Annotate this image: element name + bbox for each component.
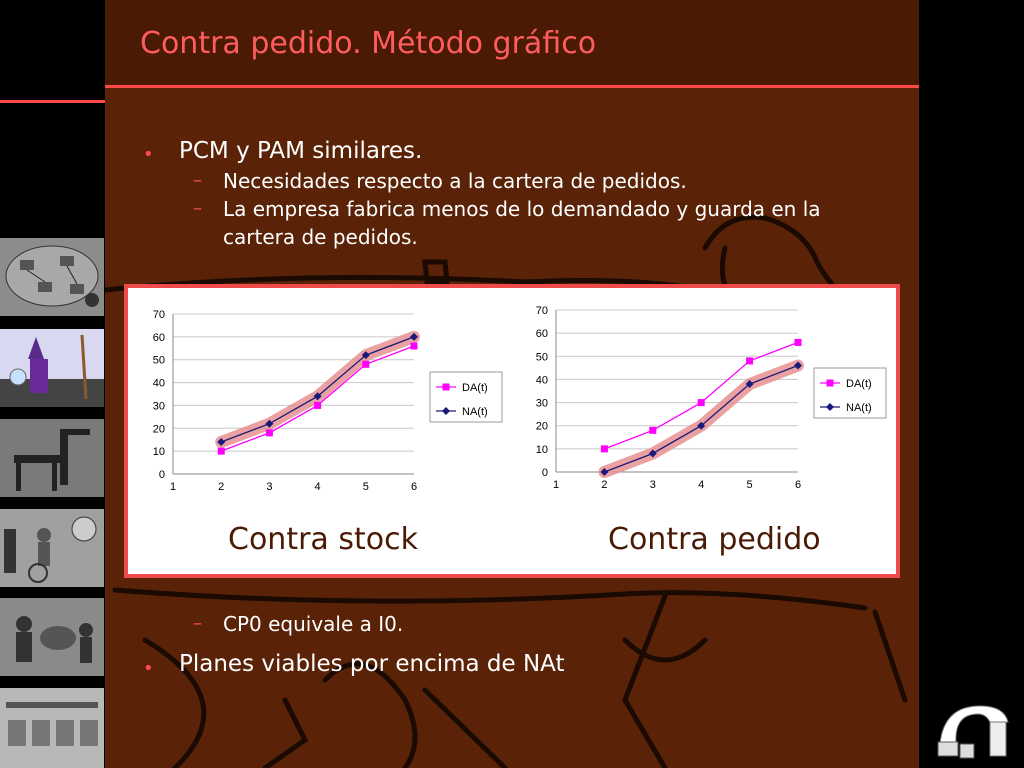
thumbnail-6[interactable] xyxy=(0,688,104,768)
y-tick-label: 70 xyxy=(535,305,548,317)
x-tick-label: 4 xyxy=(314,481,321,493)
x-tick-label: 2 xyxy=(218,481,225,493)
y-tick-label: 40 xyxy=(152,377,165,390)
y-tick-label: 30 xyxy=(535,397,548,410)
y-tick-label: 0 xyxy=(541,467,548,479)
dash-marker-3: – xyxy=(193,613,202,634)
y-tick-label: 10 xyxy=(152,446,165,459)
cartoon-strip-icon xyxy=(0,688,104,766)
data-point-da xyxy=(218,448,225,455)
workers-icon xyxy=(0,509,104,587)
bullet-marker-2: • xyxy=(143,658,154,679)
sub-bullet-empresa-line2: cartera de pedidos. xyxy=(223,225,418,249)
data-point-da xyxy=(362,361,369,368)
y-tick-label: 20 xyxy=(152,423,165,436)
data-point-da xyxy=(698,399,705,406)
x-tick-label: 6 xyxy=(794,479,802,491)
series-line-da xyxy=(604,342,798,448)
bullet-marker-1: • xyxy=(143,144,154,165)
y-tick-label: 70 xyxy=(152,309,165,321)
caption-contra-pedido: Contra pedido xyxy=(608,522,821,557)
x-tick-label: 3 xyxy=(649,479,656,491)
chart-contra-pedido xyxy=(512,288,892,518)
legend-marker xyxy=(827,380,834,387)
y-tick-label: 20 xyxy=(535,420,548,433)
data-point-da xyxy=(411,343,418,350)
data-point-da xyxy=(649,427,656,434)
left-accent-rule xyxy=(0,100,120,103)
thumbnail-3[interactable] xyxy=(0,419,104,497)
data-point-da xyxy=(266,429,273,436)
title-underline xyxy=(105,85,919,88)
data-point-da xyxy=(795,339,802,346)
x-tick-label: 6 xyxy=(410,481,418,493)
caption-contra-stock: Contra stock xyxy=(228,522,418,557)
x-tick-label: 2 xyxy=(601,479,608,491)
network-diagram-icon xyxy=(0,238,104,316)
thumbnail-5[interactable] xyxy=(0,598,104,676)
legend-marker xyxy=(443,384,450,391)
sub-bullet-necesidades: Necesidades respecto a la cartera de pedidos. xyxy=(223,169,687,193)
chart-contra-stock xyxy=(128,288,508,518)
sub-bullet-empresa-line1: La empresa fabrica menos de lo demandado y guarda en la xyxy=(223,197,821,221)
y-tick-label: 50 xyxy=(152,354,165,367)
y-tick-label: 0 xyxy=(158,469,165,481)
thumbnail-1[interactable] xyxy=(0,238,104,316)
legend-label: NA(t) xyxy=(462,406,488,418)
legend-label: DA(t) xyxy=(462,382,488,394)
data-point-da xyxy=(314,402,321,409)
bullet-planes-viables: Planes viables por encima de NAt xyxy=(179,651,565,677)
x-tick-label: 4 xyxy=(698,479,705,491)
machinery-icon xyxy=(0,598,104,676)
chart-panel xyxy=(124,284,900,578)
x-tick-label: 5 xyxy=(362,481,369,493)
bullet-pcm-pam: PCM y PAM similares. xyxy=(179,138,423,164)
x-tick-label: 1 xyxy=(169,481,177,493)
sub-bullet-cp0: CP0 equivale a I0. xyxy=(223,612,404,636)
data-point-da xyxy=(601,445,608,452)
data-point-da xyxy=(746,357,753,364)
chair-icon xyxy=(0,419,104,497)
x-tick-label: 1 xyxy=(552,479,560,491)
y-tick-label: 60 xyxy=(535,328,548,341)
highlight-band xyxy=(221,337,414,442)
y-tick-label: 50 xyxy=(535,351,548,364)
legend-label: DA(t) xyxy=(846,378,872,390)
x-tick-label: 3 xyxy=(266,481,273,493)
x-tick-label: 5 xyxy=(746,479,753,491)
thumbnail-4[interactable] xyxy=(0,509,104,587)
highlight-band xyxy=(604,366,798,472)
dash-marker-2: – xyxy=(193,198,202,219)
y-tick-label: 10 xyxy=(535,443,548,456)
y-tick-label: 40 xyxy=(535,374,548,387)
thumbnail-2[interactable] xyxy=(0,329,104,407)
legend-label: NA(t) xyxy=(846,402,872,414)
wizard-icon xyxy=(0,329,104,407)
slide-title: Contra pedido. Método gráfico xyxy=(140,26,597,61)
corner-logo-icon xyxy=(934,700,1010,764)
y-tick-label: 60 xyxy=(152,331,165,344)
dash-marker-1: – xyxy=(193,170,202,191)
y-tick-label: 30 xyxy=(152,400,165,413)
